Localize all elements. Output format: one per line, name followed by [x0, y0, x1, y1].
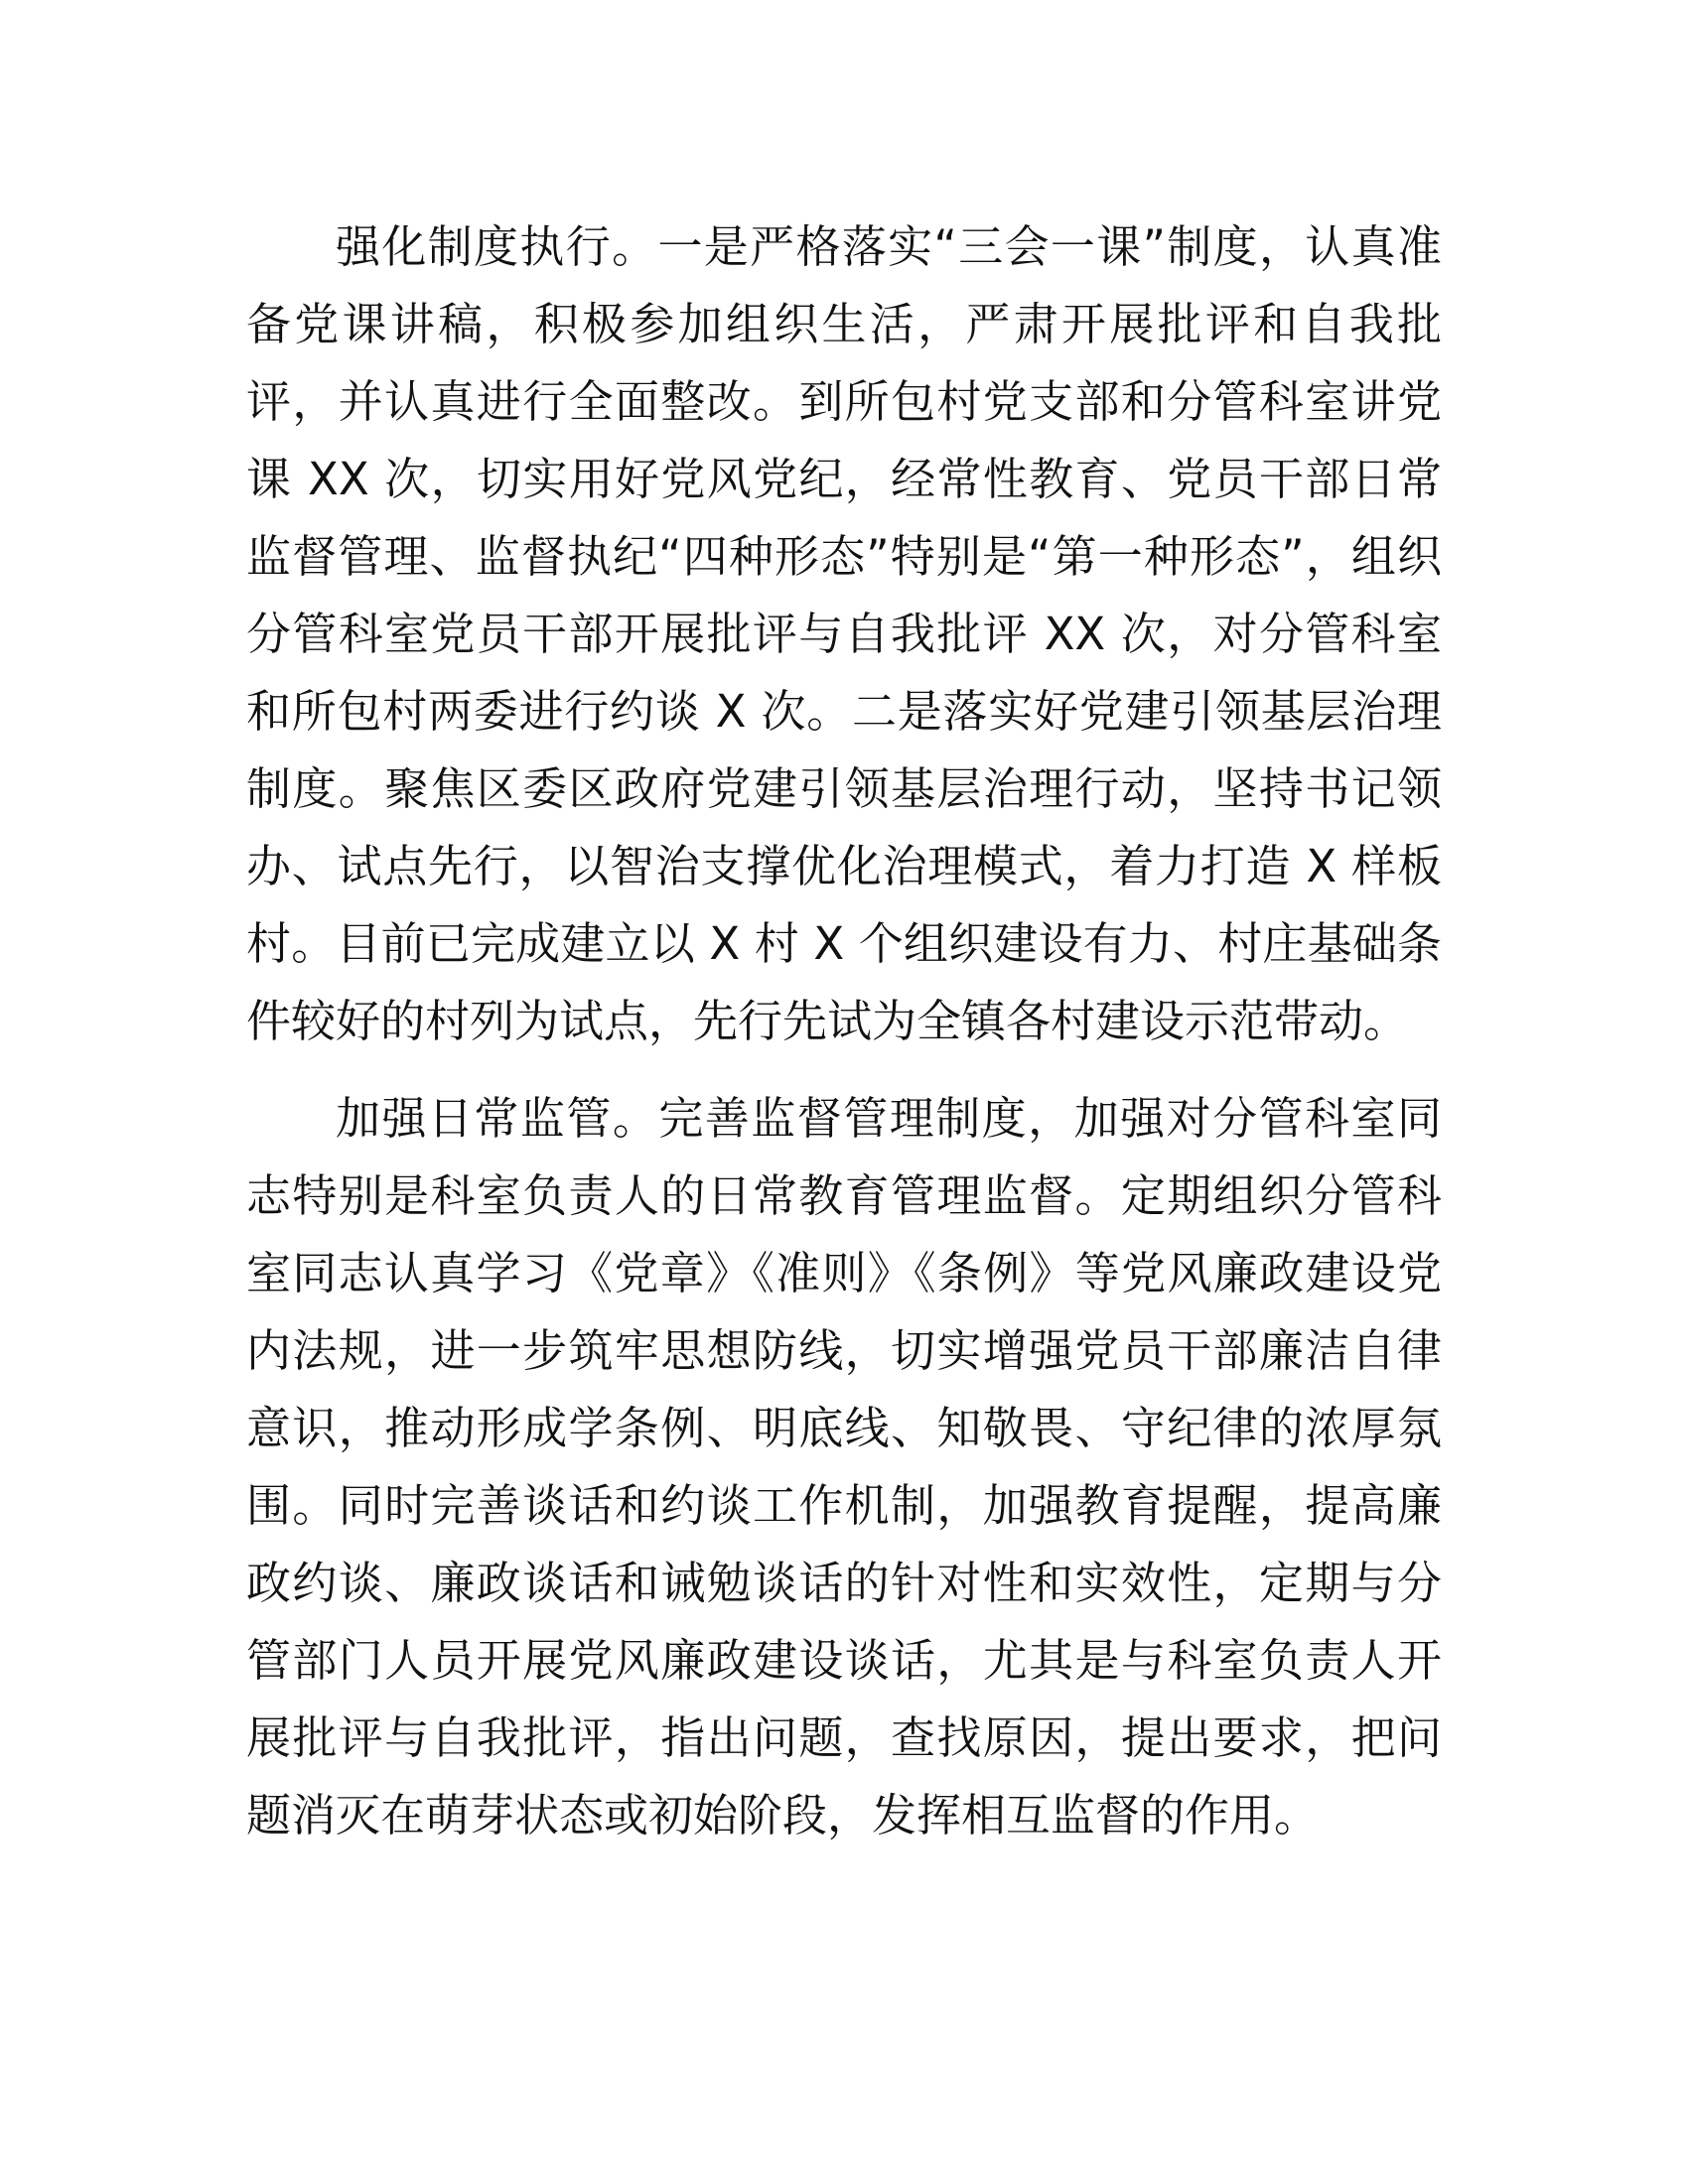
- paragraph-system-execution: 强化制度执行。一是严格落实“三会一课”制度，认真准备党课讲稿，积极参加组织生活，严肃开展批评和自我批评，并认真进行全面整改。到所包村党支部和分管科室讲党课 XX 次，切实用好党风党纪，经常性教育、党员干部日常监督管理、监督执纪“四种形态”特别是“第一种形态”，组织分管科室党员干部开展批评与自我批评 XX 次，对分管科室和所包村两委进行约谈 X 次。二是落实好党建引领基层治理制度。聚焦区委区政府党建引领基层治理行动，坚持书记领办、试点先行，以智治支撑优化治理模式，着力打造 X 样板村。目前已完成建立以 X 村 X 个组织建设有力、村庄基础条件较好的村列为试点，先行先试为全镇各村建设示范带动。: [246, 220, 1442, 1047]
- document-body: [246, 208, 1442, 1854]
- paragraph-daily-supervision: 加强日常监管。完善监督管理制度，加强对分管科室同志特别是科室负责人的日常教育管理监督。定期组织分管科室同志认真学习《党章》《准则》《条例》等党风廉政建设党内法规，进一步筑牢思想防线，切实增强党员干部廉洁自律意识，推动形成学条例、明底线、知敬畏、守纪律的浓厚氛围。同时完善谈话和约谈工作机制，加强教育提醒，提高廉政约谈、廉政谈话和诫勉谈话的针对性和实效性，定期与分管部门人员开展党风廉政建设谈话，尤其是与科室负责人开展批评与自我批评，指出问题，查找原因，提出要求，把问题消灭在萌芽状态或初始阶段，发挥相互监督的作用。: [246, 1092, 1442, 1842]
